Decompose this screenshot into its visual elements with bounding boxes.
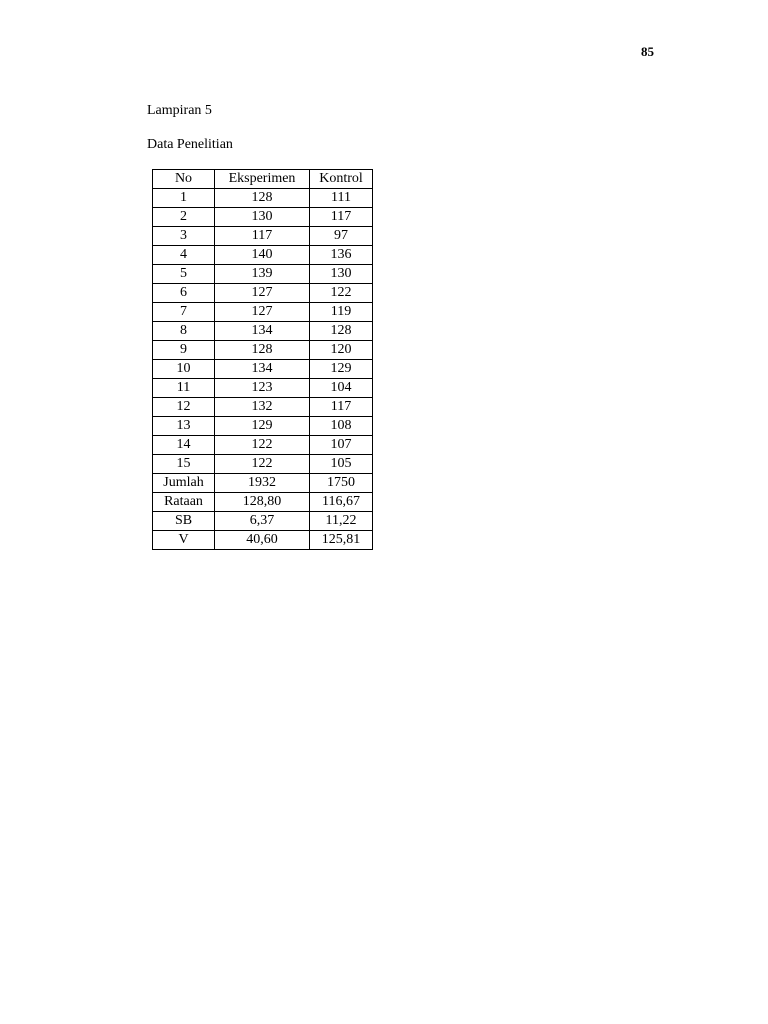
cell-no: 4	[153, 246, 215, 265]
table-row	[153, 284, 373, 303]
cell-no: 13	[153, 417, 215, 436]
cell-no: 1	[153, 189, 215, 208]
cell-no: 15	[153, 455, 215, 474]
cell-kontrol: 111	[310, 189, 373, 208]
table-row	[153, 208, 373, 227]
appendix-title: Lampiran 5	[147, 103, 212, 118]
cell-kontrol: 105	[310, 455, 373, 474]
table-row	[153, 322, 373, 341]
cell-kontrol: 117	[310, 398, 373, 417]
cell-kontrol: 104	[310, 379, 373, 398]
table-row	[153, 265, 373, 284]
cell-kontrol: 120	[310, 341, 373, 360]
cell-kontrol: 128	[310, 322, 373, 341]
cell-eksperimen: 122	[215, 455, 310, 474]
cell-no: Rataan	[153, 493, 215, 512]
cell-no: 12	[153, 398, 215, 417]
cell-kontrol: 97	[310, 227, 373, 246]
cell-kontrol: 130	[310, 265, 373, 284]
table-row	[153, 398, 373, 417]
cell-kontrol: 122	[310, 284, 373, 303]
cell-no: V	[153, 531, 215, 550]
table-row	[153, 474, 373, 493]
table-body	[153, 189, 373, 550]
cell-eksperimen: 1932	[215, 474, 310, 493]
cell-kontrol: 107	[310, 436, 373, 455]
header-eksperimen: Eksperimen	[215, 170, 310, 189]
table-row	[153, 227, 373, 246]
table-header-row	[153, 170, 373, 189]
cell-eksperimen: 140	[215, 246, 310, 265]
cell-no: 9	[153, 341, 215, 360]
cell-kontrol: 136	[310, 246, 373, 265]
table-row	[153, 493, 373, 512]
cell-eksperimen: 129	[215, 417, 310, 436]
cell-no: SB	[153, 512, 215, 531]
cell-kontrol: 117	[310, 208, 373, 227]
cell-no: 6	[153, 284, 215, 303]
cell-eksperimen: 123	[215, 379, 310, 398]
cell-kontrol: 125,81	[310, 531, 373, 550]
cell-no: Jumlah	[153, 474, 215, 493]
header-no: No	[153, 170, 215, 189]
table-row	[153, 417, 373, 436]
cell-eksperimen: 128	[215, 189, 310, 208]
cell-kontrol: 11,22	[310, 512, 373, 531]
cell-no: 8	[153, 322, 215, 341]
cell-no: 2	[153, 208, 215, 227]
cell-eksperimen: 139	[215, 265, 310, 284]
page-number: 85	[641, 44, 654, 59]
table-row	[153, 189, 373, 208]
cell-no: 11	[153, 379, 215, 398]
cell-no: 10	[153, 360, 215, 379]
table-row	[153, 303, 373, 322]
cell-kontrol: 1750	[310, 474, 373, 493]
table-row	[153, 360, 373, 379]
cell-eksperimen: 134	[215, 322, 310, 341]
table-row	[153, 512, 373, 531]
cell-kontrol: 116,67	[310, 493, 373, 512]
cell-eksperimen: 132	[215, 398, 310, 417]
cell-eksperimen: 128,80	[215, 493, 310, 512]
cell-kontrol: 119	[310, 303, 373, 322]
table-row	[153, 341, 373, 360]
cell-no: 7	[153, 303, 215, 322]
cell-eksperimen: 127	[215, 303, 310, 322]
table-row	[153, 455, 373, 474]
cell-kontrol: 108	[310, 417, 373, 436]
cell-eksperimen: 130	[215, 208, 310, 227]
cell-no: 3	[153, 227, 215, 246]
section-title: Data Penelitian	[147, 137, 233, 152]
cell-kontrol: 129	[310, 360, 373, 379]
table-row	[153, 436, 373, 455]
table-row	[153, 531, 373, 550]
cell-eksperimen: 134	[215, 360, 310, 379]
cell-no: 5	[153, 265, 215, 284]
cell-eksperimen: 127	[215, 284, 310, 303]
header-kontrol: Kontrol	[310, 170, 373, 189]
cell-no: 14	[153, 436, 215, 455]
cell-eksperimen: 40,60	[215, 531, 310, 550]
table-row	[153, 379, 373, 398]
cell-eksperimen: 6,37	[215, 512, 310, 531]
research-data-table	[152, 169, 373, 550]
table-header	[153, 170, 373, 189]
table-row	[153, 246, 373, 265]
cell-eksperimen: 122	[215, 436, 310, 455]
cell-eksperimen: 128	[215, 341, 310, 360]
cell-eksperimen: 117	[215, 227, 310, 246]
